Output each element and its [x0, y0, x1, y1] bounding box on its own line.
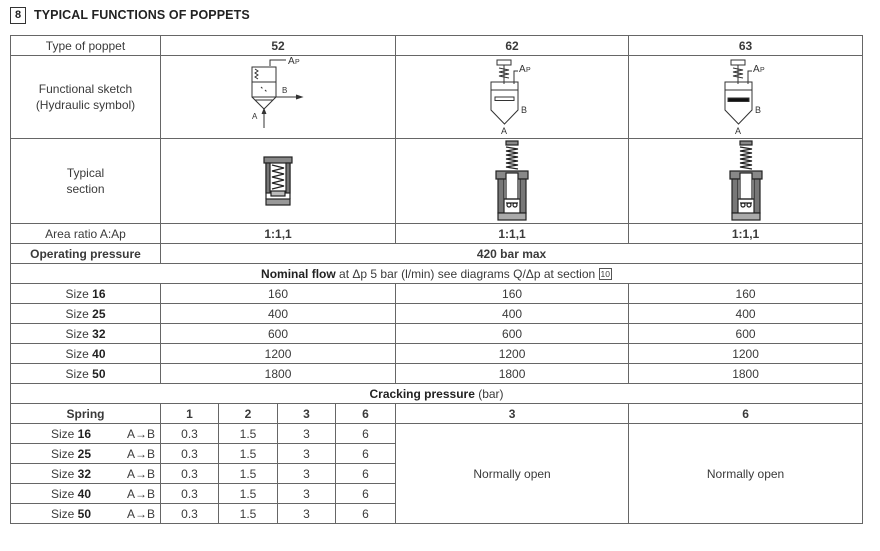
nominal-flow-row	[11, 364, 863, 384]
flow-62: 1200	[396, 344, 629, 364]
crack-6: 6	[336, 464, 396, 484]
size-prefix: Size	[50, 506, 78, 521]
flow-62: 160	[396, 284, 629, 304]
size-label	[11, 304, 161, 324]
sketch-label	[11, 56, 161, 139]
nominal-flow-title: Nominal flow	[261, 266, 336, 281]
poppet-functions-table	[10, 35, 863, 524]
type-52: 52	[161, 36, 396, 56]
size-prefix: Size	[50, 486, 78, 501]
direction-label: A→B	[126, 466, 155, 481]
flow-63: 160	[629, 284, 863, 304]
spring-52-1: 1	[161, 404, 219, 424]
sketch-62-cell	[396, 56, 629, 139]
section-title: TYPICAL FUNCTIONS OF POPPETS	[34, 8, 250, 22]
flow-63: 1800	[629, 364, 863, 384]
area-ratio-row	[11, 224, 863, 244]
section-label-line1: Typical	[66, 166, 105, 180]
section-label-line2: section	[66, 182, 105, 196]
svg-text:A: A	[252, 112, 258, 121]
nominal-flow-subtitle: at Δp 5 bar (l/min) see diagrams Q/Δp at section	[335, 266, 599, 281]
spring-62: 3	[396, 404, 629, 424]
flow-52: 1200	[161, 344, 396, 364]
crack-2: 1.5	[219, 464, 278, 484]
crack-2: 1.5	[219, 484, 278, 504]
section-52-icon	[262, 155, 294, 207]
size-prefix: Size	[65, 346, 93, 361]
size-label	[11, 284, 161, 304]
hydraulic-symbol-62-icon	[477, 56, 547, 138]
spring-label: Spring	[11, 404, 161, 424]
size-label	[11, 424, 161, 444]
crack-3: 3	[278, 504, 336, 524]
section-52-cell	[161, 139, 396, 224]
crack-1: 0.3	[161, 424, 219, 444]
svg-text:B: B	[521, 105, 528, 115]
crack-2: 1.5	[219, 424, 278, 444]
size-value: 40	[77, 486, 92, 501]
section-row	[11, 139, 863, 224]
crack-6: 6	[336, 484, 396, 504]
cracking-row	[11, 424, 863, 444]
flow-63: 1200	[629, 344, 863, 364]
spring-63: 6	[629, 404, 863, 424]
svg-text:B: B	[282, 86, 288, 95]
crack-2: 1.5	[219, 444, 278, 464]
spring-52-3: 3	[278, 404, 336, 424]
size-prefix: Size	[65, 326, 93, 341]
size-label	[11, 344, 161, 364]
spring-row	[11, 404, 863, 424]
operating-pressure-row	[11, 244, 863, 264]
size-value: 40	[92, 346, 106, 361]
nominal-flow-row	[11, 344, 863, 364]
svg-text:A: A	[734, 126, 741, 136]
crack-3: 3	[278, 424, 336, 444]
crack-6: 6	[336, 444, 396, 464]
hydraulic-symbol-52-icon	[238, 56, 318, 138]
area-ratio-62: 1:1,1	[396, 224, 629, 244]
section-62-icon	[493, 139, 531, 223]
size-prefix: Size	[50, 426, 78, 441]
spring-52-2: 2	[219, 404, 278, 424]
size-prefix: Size	[65, 286, 93, 301]
flow-52: 1800	[161, 364, 396, 384]
svg-text:A: A	[288, 56, 295, 67]
section-62-cell	[396, 139, 629, 224]
size-label	[11, 464, 161, 484]
operating-pressure-label: Operating pressure	[11, 244, 161, 264]
sketch-52-cell	[161, 56, 396, 139]
size-value: 32	[77, 466, 92, 481]
size-label	[11, 324, 161, 344]
nominal-flow-row	[11, 324, 863, 344]
svg-text:A: A	[519, 64, 526, 75]
size-value: 16	[92, 286, 106, 301]
spring-52-6: 6	[336, 404, 396, 424]
crack-6: 6	[336, 424, 396, 444]
cracking-pressure-title: Cracking pressure	[369, 386, 475, 401]
nominal-flow-row	[11, 304, 863, 324]
crack-2: 1.5	[219, 504, 278, 524]
cracking-pressure-header-row	[11, 384, 863, 404]
svg-text:B: B	[754, 105, 761, 115]
area-ratio-63: 1:1,1	[629, 224, 863, 244]
crack-1: 0.3	[161, 504, 219, 524]
type-62: 62	[396, 36, 629, 56]
nominal-flow-header	[11, 264, 863, 284]
direction-label: A→B	[126, 506, 155, 521]
flow-52: 600	[161, 324, 396, 344]
crack-3: 3	[278, 484, 336, 504]
size-prefix: Size	[50, 446, 78, 461]
size-prefix: Size	[65, 306, 93, 321]
direction-label: A→B	[126, 486, 155, 501]
size-prefix: Size	[50, 466, 78, 481]
crack-3: 3	[278, 464, 336, 484]
type-63: 63	[629, 36, 863, 56]
cracking-63-value: Normally open	[629, 424, 863, 524]
type-label: Type of poppet	[11, 36, 161, 56]
sketch-label-line2: (Hydraulic symbol)	[35, 98, 136, 112]
size-label	[11, 504, 161, 524]
direction-label: A→B	[126, 426, 155, 441]
section-ref-link[interactable]: 10	[600, 268, 610, 279]
section-heading	[10, 6, 250, 24]
section-63-cell	[629, 139, 863, 224]
nominal-flow-header-row	[11, 264, 863, 284]
flow-52: 160	[161, 284, 396, 304]
direction-label: A→B	[126, 446, 155, 461]
section-label	[11, 139, 161, 224]
size-label	[11, 444, 161, 464]
size-value: 50	[92, 366, 106, 381]
svg-text:P: P	[526, 67, 531, 74]
crack-6: 6	[336, 504, 396, 524]
flow-63: 600	[629, 324, 863, 344]
crack-1: 0.3	[161, 464, 219, 484]
crack-1: 0.3	[161, 484, 219, 504]
type-row	[11, 36, 863, 56]
area-ratio-52: 1:1,1	[161, 224, 396, 244]
cracking-pressure-unit: (bar)	[474, 386, 504, 401]
sketch-label-line1: Functional sketch	[38, 82, 133, 96]
size-label	[11, 364, 161, 384]
cracking-62-value: Normally open	[396, 424, 629, 524]
hydraulic-symbol-63-icon	[711, 56, 781, 138]
flow-63: 400	[629, 304, 863, 324]
flow-62: 400	[396, 304, 629, 324]
sketch-row	[11, 56, 863, 139]
area-ratio-label: Area ratio A:Ap	[11, 224, 161, 244]
operating-pressure-value: 420 bar max	[161, 244, 863, 264]
crack-3: 3	[278, 444, 336, 464]
flow-62: 600	[396, 324, 629, 344]
sketch-63-cell	[629, 56, 863, 139]
svg-text:A: A	[501, 126, 508, 136]
section-number: 8	[10, 7, 26, 24]
size-prefix: Size	[65, 366, 93, 381]
flow-62: 1800	[396, 364, 629, 384]
section-63-icon	[727, 139, 765, 223]
crack-1: 0.3	[161, 444, 219, 464]
size-value: 16	[77, 426, 92, 441]
size-value: 25	[77, 446, 92, 461]
svg-text:P: P	[295, 59, 300, 66]
size-value: 25	[92, 306, 106, 321]
cracking-pressure-header	[11, 384, 863, 404]
nominal-flow-row	[11, 284, 863, 304]
svg-text:P: P	[759, 67, 765, 74]
size-value: 50	[77, 506, 92, 521]
flow-52: 400	[161, 304, 396, 324]
svg-text:A: A	[752, 64, 760, 75]
size-label	[11, 484, 161, 504]
size-value: 32	[92, 326, 106, 341]
